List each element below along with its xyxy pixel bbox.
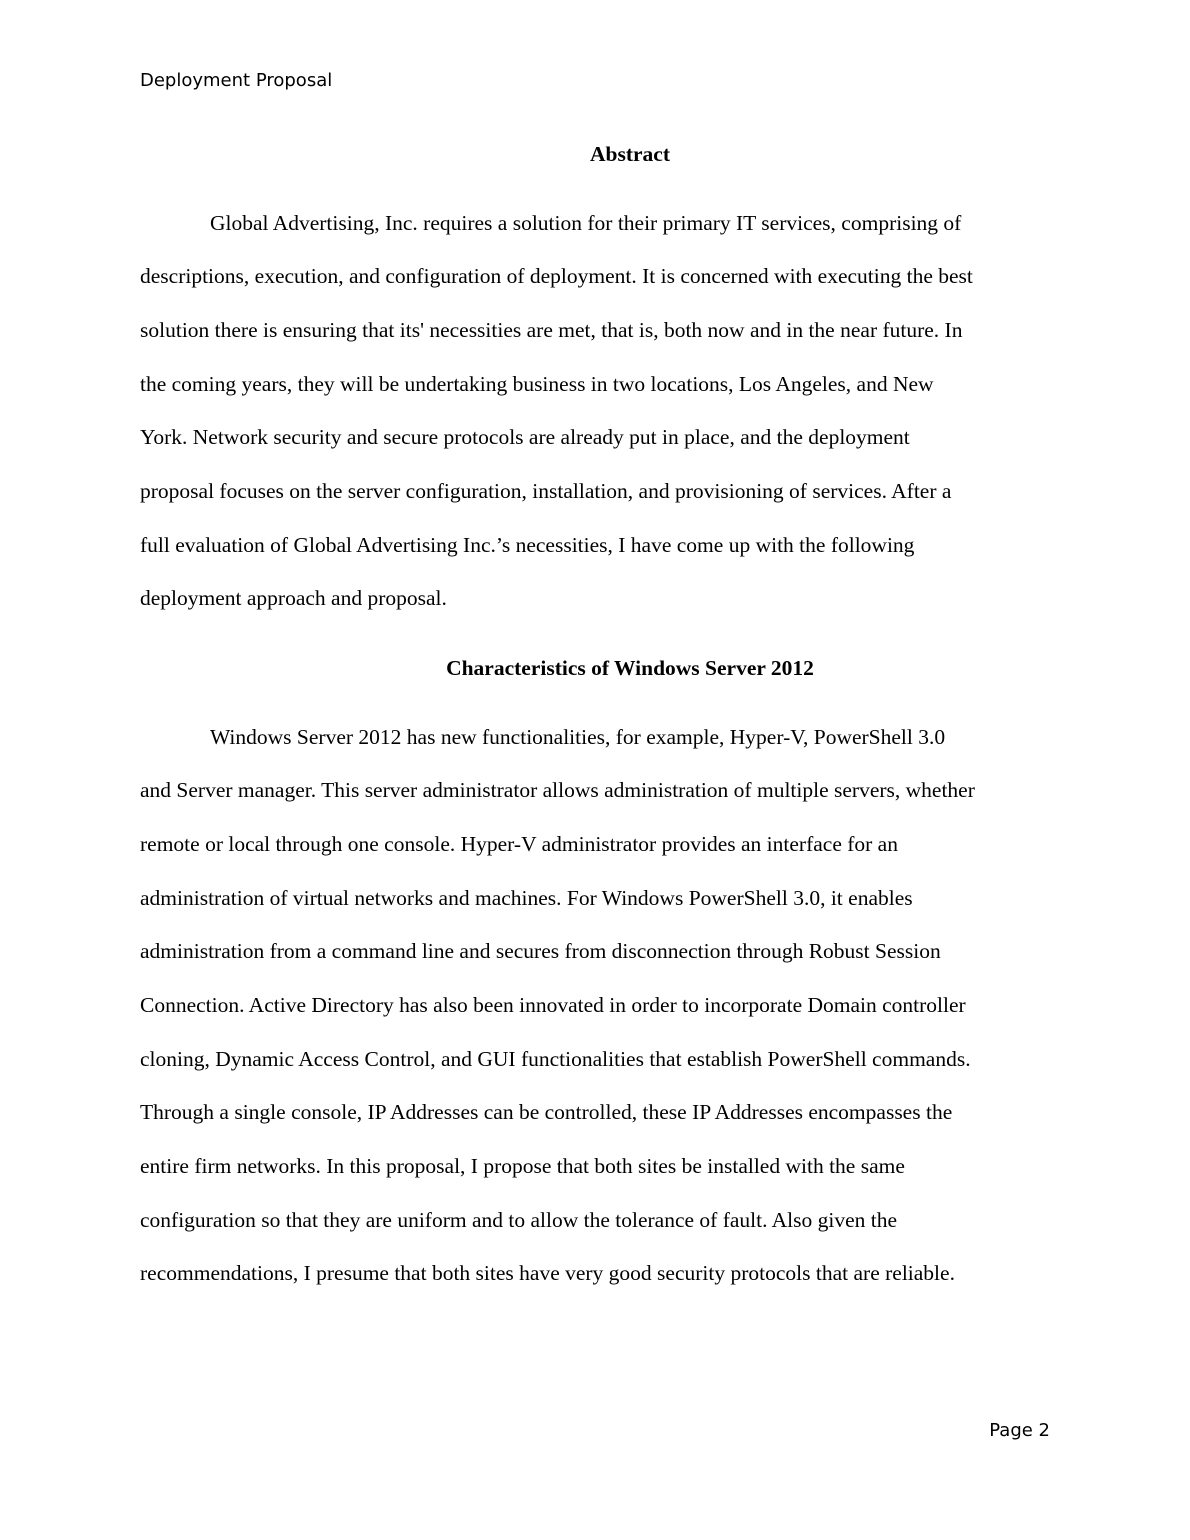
abstract-line: proposal focuses on the server configuration, installation, and provisioning of services. After a (140, 479, 952, 503)
characteristics-line: configuration so that they are uniform and to allow the tolerance of fault. Also given the (140, 1208, 898, 1232)
characteristics-line: remote or local through one console. Hyper-V administrator provides an interface for an (140, 832, 898, 856)
characteristics-line: cloning, Dynamic Access Control, and GUI functionalities that establish PowerShell commands. (140, 1047, 971, 1071)
characteristics-line: administration of virtual networks and machines. For Windows PowerShell 3.0, it enables (140, 886, 913, 910)
abstract-title: Abstract (589, 142, 670, 166)
abstract-line: Global Advertising, Inc. requires a solution for their primary IT services, comprising of (210, 211, 962, 235)
running-head: Deployment Proposal (140, 70, 333, 91)
page-number: Page 2 (989, 1420, 1050, 1441)
characteristics-line: recommendations, I presume that both sites have very good security protocols that are reliable. (140, 1261, 955, 1285)
characteristics-line: Windows Server 2012 has new functionalities, for example, Hyper-V, PowerShell 3.0 (210, 725, 946, 749)
characteristics-line: entire firm networks. In this proposal, I propose that both sites be installed with the same (140, 1154, 905, 1178)
abstract-line: full evaluation of Global Advertising Inc.’s necessities, I have come up with the following (140, 533, 915, 557)
characteristics-line: Connection. Active Directory has also been innovated in order to incorporate Domain controller (140, 993, 966, 1017)
abstract-line: the coming years, they will be undertaking business in two locations, Los Angeles, and New (140, 372, 934, 396)
characteristics-line: administration from a command line and secures from disconnection through Robust Session (140, 939, 941, 963)
characteristics-title: Characteristics of Windows Server 2012 (446, 656, 814, 680)
characteristics-line: Through a single console, IP Addresses can be controlled, these IP Addresses encompasses the (140, 1100, 953, 1124)
abstract-line: York. Network security and secure protocols are already put in place, and the deployment (140, 425, 910, 449)
abstract-line: solution there is ensuring that its' necessities are met, that is, both now and in the near future. In (140, 318, 963, 342)
abstract-line: deployment approach and proposal. (140, 586, 447, 610)
abstract-line: descriptions, execution, and configuration of deployment. It is concerned with executing the best (140, 264, 973, 288)
characteristics-line: and Server manager. This server administrator allows administration of multiple servers, whether (140, 778, 975, 802)
